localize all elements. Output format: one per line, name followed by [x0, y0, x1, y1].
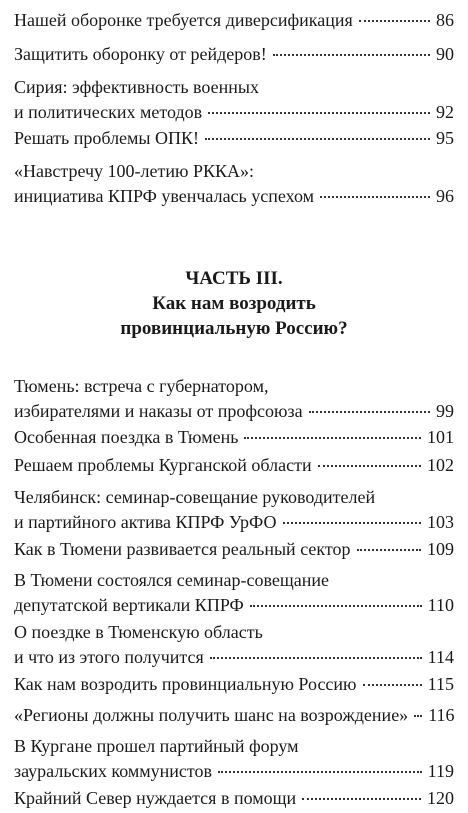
toc-entry-title: Решать проблемы ОПК! — [14, 128, 200, 148]
toc-entry — [14, 537, 454, 562]
toc-entry — [14, 703, 454, 728]
toc-entry-page: 119 — [427, 761, 454, 781]
toc-entry — [14, 374, 454, 424]
toc-entry-title: Как нам возродить провинциальную Россию — [14, 674, 357, 694]
toc-entry — [14, 620, 454, 670]
dot-leader — [363, 684, 422, 686]
toc-entry — [14, 42, 454, 67]
toc-entry-title: Крайний Север нуждается в помощи — [14, 788, 297, 808]
dot-leader — [250, 605, 422, 607]
dot-leader — [359, 20, 430, 22]
toc-entry-title-line: и что из этого получится — [14, 647, 204, 667]
dot-leader — [414, 715, 422, 717]
toc-entry-title-line: «Навстречу 100-летию РККА»: — [14, 161, 254, 181]
toc-entry-page: 92 — [436, 102, 454, 122]
toc-entry — [14, 425, 454, 450]
toc-entry-title: Особенная поездка в Тюмень — [14, 427, 239, 447]
dot-leader — [244, 437, 421, 439]
toc-entry-title-line: В Тюмени состоялся семинар-совещание — [14, 570, 330, 590]
dot-leader — [208, 112, 430, 114]
toc-entry — [14, 126, 454, 151]
dot-leader — [273, 54, 430, 56]
toc-entry-title: Нашей оборонке требуется диверсификация — [14, 10, 353, 30]
toc-entry-page: 96 — [436, 186, 454, 206]
toc-entry — [14, 568, 454, 618]
dot-leader — [210, 657, 422, 659]
toc-entry-title-line: и политических методов — [14, 102, 203, 122]
toc-entry-title-line: избирателями и наказы от профсоюза — [14, 401, 303, 421]
toc-entry-page: 86 — [436, 10, 454, 30]
toc-entry-title-line: инициатива КПРФ увенчалась успехом — [14, 186, 314, 206]
toc-entry-title-line: Сирия: эффективность военных — [14, 77, 259, 97]
toc-entry — [14, 453, 454, 478]
dot-leader — [309, 411, 430, 413]
toc-entry — [14, 159, 454, 209]
toc-entry-page: 116 — [428, 705, 455, 725]
dot-leader — [320, 196, 430, 198]
toc-entry-page: 99 — [436, 401, 454, 421]
part-title-line: провинциальную Россию? — [120, 318, 348, 339]
toc-entry — [14, 786, 454, 811]
toc-entry-page: 109 — [427, 539, 454, 559]
dot-leader — [218, 771, 422, 773]
part-title-line: Как нам возродить — [152, 293, 316, 314]
dot-leader — [357, 549, 421, 551]
part-number: ЧАСТЬ III. — [185, 268, 283, 289]
toc-entry-title-line: депутатской вертикали КПРФ — [14, 595, 244, 615]
dot-leader — [302, 798, 421, 800]
toc-entry-title-line: В Кургане прошел партийный форум — [14, 736, 299, 756]
toc-entry-page: 101 — [427, 427, 454, 447]
dot-leader — [283, 522, 422, 524]
toc-entry-page: 95 — [436, 128, 454, 148]
toc-entry — [14, 672, 454, 697]
dot-leader — [318, 465, 421, 467]
toc-entry-page: 115 — [427, 674, 454, 694]
toc-entry-page: 114 — [427, 647, 454, 667]
toc-entry-page: 110 — [427, 595, 454, 615]
toc-entry-title-line: О поездке в Тюменскую область — [14, 622, 263, 642]
toc-entry-title: Как в Тюмени развивается реальный сектор — [14, 539, 351, 559]
toc-entry-title-line: Челябинск: семинар-совещание руководителей — [14, 487, 376, 507]
toc-entry-page: 120 — [427, 788, 454, 808]
toc-entry-page: 90 — [436, 44, 454, 64]
toc-entry — [14, 8, 454, 33]
toc-entry-title: Защитить оборонку от рейдеров! — [14, 44, 267, 64]
dot-leader — [205, 138, 430, 140]
toc-entry-page: 102 — [427, 455, 454, 475]
toc-entry-title: «Регионы должны получить шанс на возрождение» — [14, 705, 409, 725]
toc-entry — [14, 485, 454, 535]
toc-entry-title: Решаем проблемы Курганской области — [14, 455, 312, 475]
toc-entry — [14, 75, 454, 125]
toc-entry-title-line: Тюмень: встреча с губернатором, — [14, 376, 269, 396]
toc-entry-title-line: и партийного актива КПРФ УрФО — [14, 512, 277, 532]
toc-entry — [14, 734, 454, 784]
toc-entry-title-line: зауральских коммунистов — [14, 761, 213, 781]
toc-entry-page: 103 — [427, 512, 454, 532]
